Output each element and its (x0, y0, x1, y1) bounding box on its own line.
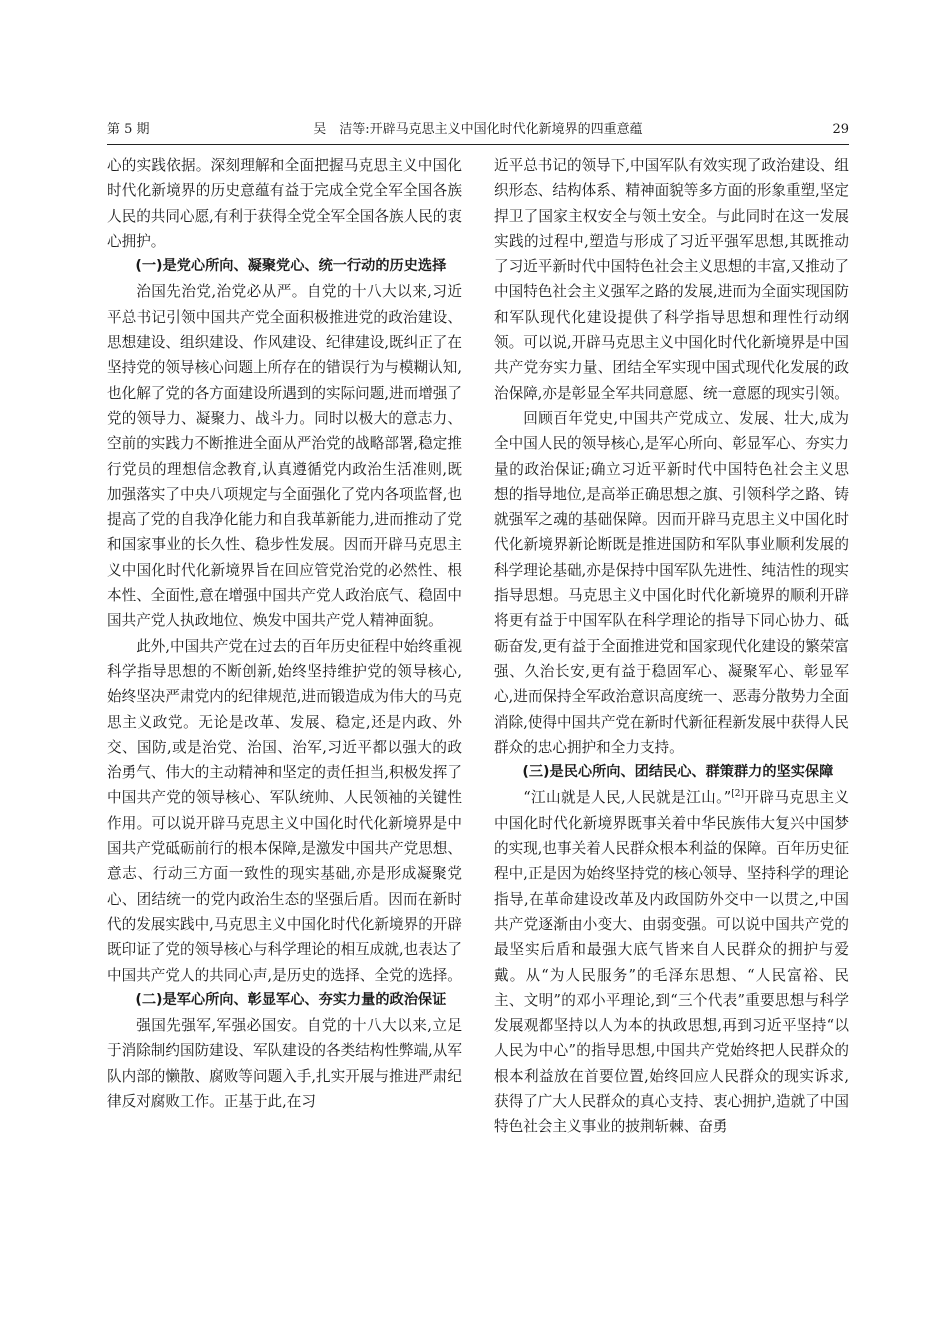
paragraph (494, 785, 849, 1139)
right-column (494, 153, 849, 1140)
section-heading-2: (二)是军心所向、彰显军心、夯实力量的政治保证 (135, 991, 447, 1008)
paragraph: 近平总书记的领导下,中国军队有效实现了政治建设、组织形态、结构体系、精神面貌等多方面的形象重塑,坚定捍卫了国家主权安全与领土安全。与此同时在这一发展实践的过程中,塑造与形成了习近平强军思想,其既推动了习近平新时代中国特色社会主义思想的丰富,又推动了中国特色社会主义强军之路的发展,进而为全面实现国防和军队现代化建设提供了科学指导思想和理性行动纲领。可以说,开辟马克思主义中国化时代化新境界是中国共产党夯实力量、团结全军实现中国式现代化发展的政治保障,亦是彰显全军共同意愿、统一意愿的现实引领。 (494, 157, 849, 402)
header-rule (107, 144, 849, 145)
section-heading-3: (三)是民心所向、团结民心、群策群力的坚实保障 (522, 764, 834, 781)
running-title: 吴 洁等:开辟马克思主义中国化时代化新境界的四重意蕴 (313, 122, 643, 137)
paragraph: 此外,中国共产党在过去的百年历史征程中始终重视科学指导思想的不断创新,始终坚持维护党的领导核心,始终坚决严肃党内的纪律规范,进而锻造成为伟大的马克思主义政党。无论是改革、发展、稳定,还是内政、外交、国防,或是治党、治国、治军,习近平都以强大的政治勇气、伟大的主动精神和坚定的责任担当,积极发挥了中国共产党的领导核心、军队统帅、人民领袖的关键性作用。可以说开辟马克思主义中国化时代化新境界是中国共产党砥砺前行的根本保障,是激发中国共产党思想、意志、行动三方面一致性的现实基础,亦是形成凝聚党心、团结统一的党内政治生态的坚强后盾。因而在新时代的发展实践中,马克思主义中国化时代化新境界的开辟既印证了党的领导核心与科学理论的相互成就,也表达了中国共产党人的共同心声,是历史的选择、全党的选择。 (107, 637, 462, 984)
paragraph-text: 开辟马克思主义中国化时代化新境界既事关着中华民族伟大复兴中国梦的实现,也事关着人民群众根本利益的保障。百年历史征程中,正是因为始终坚持党的核心领导、坚持科学的理论指导,在革命建设改革及内政国防外交中一以贯之,中国共产党逐渐由小变大、由弱变强。可以说中国共产党的最坚实后盾和最强大底气皆来自人民群众的拥护与爱戴。从“为人民服务”的毛泽东思想、“人民富裕、民主、文明”的邓小平理论,到“三个代表”重要思想与科学发展观都坚持以人为本的执政思想,再到习近平坚持“以人民为中心”的指导思想,中国共产党始终把人民群众的根本利益放在首要位置,始终回应人民群众的现实诉求,获得了广大人民群众的真心支持、衷心拥护,造就了中国特色社会主义事业的披荆斩棘、奋勇 (494, 789, 849, 1136)
left-column (107, 153, 462, 1114)
paragraph: 强国先强军,军强必国安。自党的十八大以来,立足于消除制约国防建设、军队建设的各类结构性弊端,从军队内部的懒散、腐败等问题入手,扎实开展与推进严肃纪律反对腐败工作。正基于此,在习 (107, 1017, 462, 1110)
quotation: “江山就是人民,人民就是江山。” (523, 789, 732, 807)
issue-number: 第 5 期 (107, 122, 150, 137)
page-number: 29 (832, 122, 849, 137)
running-header (107, 120, 849, 142)
paragraph: 回顾百年党史,中国共产党成立、发展、壮大,成为全中国人民的领导核心,是军心所向、彰显军心、夯实力量的政治保证;确立习近平新时代中国特色社会主义思想的指导地位,是高举正确思想之旗、引领科学之路、铸就强军之魂的基础保障。因而开辟马克思主义中国化时代化新境界新论断既是推进国防和军队事业顺利发展的科学理论基础,亦是保持中国军队先进性、纯洁性的现实指导思想。马克思主义中国化时代化新境界的顺利开辟将更有益于中国军队在科学理论的指导下同心协力、砥砺奋发,更有益于全面推进党和国家现代化建设的繁荣富强、久治长安,更有益于稳固军心、凝聚军心、彰显军心,进而保持全军政治意识高度统一、恶毒分散势力全面消除,使得中国共产党在新时代新征程新发展中获得人民群众的忠心拥护和全力支持。 (494, 409, 849, 756)
paragraph: 治国先治党,治党必从严。自党的十八大以来,习近平总书记引领中国共产党全面积极推进党的政治建设、思想建设、组织建设、作风建设、纪律建设,既纠正了在坚持党的领导核心问题上所存在的错误行为与模糊认知,也化解了党的各方面建设所遇到的实际问题,进而增强了党的领导力、凝聚力、战斗力。同时以极大的意志力、空前的实践力不断推进全面从严治党的战略部署,稳定推行党员的理想信念教育,认真遵循党内政治生活准则,既加强落实了中央八项规定与全面强化了党内各项监督,也提高了党的自我净化能力和自我革新能力,进而推动了党和国家事业的长久性、稳步性发展。因而开辟马克思主义中国化时代化新境界旨在回应管党治党的必然性、根本性、全面性,意在增强中国共产党人政治底气、稳固中国共产党人执政地位、焕发中国共产党人精神面貌。 (107, 283, 462, 630)
citation-marker[interactable]: [2] (731, 789, 744, 800)
paragraph: 心的实践依据。深刻理解和全面把握马克思主义中国化时代化新境界的历史意蕴有益于完成全党全军全国各族人民的共同心愿,有利于获得全党全军全国各族人民的衷心拥护。 (107, 157, 462, 250)
section-heading-1: (一)是党心所向、凝聚党心、统一行动的历史选择 (135, 258, 447, 275)
